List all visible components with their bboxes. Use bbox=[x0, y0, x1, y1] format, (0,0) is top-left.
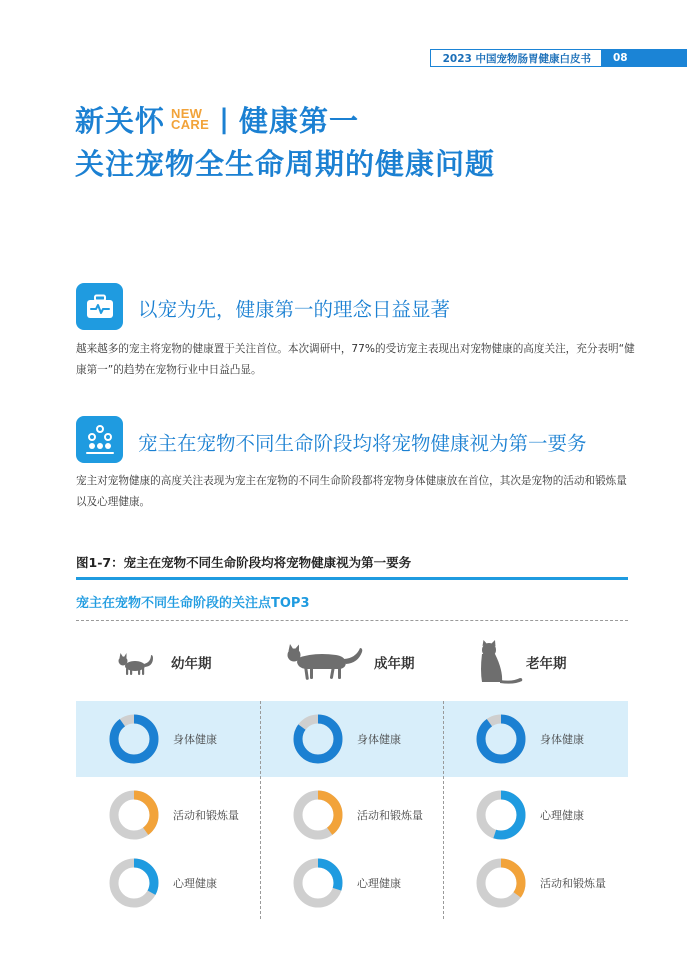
section2-body: 宠主对宠物健康的高度关注表现为宠主在宠物的不同生命阶段都将宠物身体健康放在首位，其次是宠物的活动和锻炼量以及心理健康。 bbox=[76, 475, 627, 508]
donut-item bbox=[476, 857, 606, 909]
figure-title: 图1-7：宠主在宠物不同生命阶段均将宠物健康视为第一要务 bbox=[76, 555, 412, 570]
donut-ring bbox=[109, 714, 159, 764]
donut-label: 心理健康 bbox=[357, 877, 401, 890]
page-title bbox=[75, 100, 359, 138]
donut-arc bbox=[114, 719, 154, 759]
donut-label: 身体健康 bbox=[173, 733, 217, 746]
donut-item bbox=[476, 789, 584, 841]
stage-label-adult: 成年期 bbox=[374, 656, 415, 672]
section1-heading: 以宠为先，健康第一的理念日益显著 bbox=[138, 298, 451, 321]
donut-arc bbox=[481, 719, 521, 759]
title-part2: 健康第一 bbox=[238, 103, 359, 138]
new-word: NEW bbox=[171, 106, 203, 121]
donut-item bbox=[293, 789, 423, 841]
donut-item bbox=[293, 713, 401, 765]
stage-senior bbox=[474, 638, 567, 686]
figure-rule bbox=[76, 577, 628, 580]
donut-item bbox=[109, 713, 217, 765]
lifecycle-icon bbox=[76, 416, 123, 463]
section2-heading: 宠主在宠物不同生命阶段均将宠物健康视为第一要务 bbox=[138, 432, 587, 455]
figure-divider bbox=[76, 620, 628, 621]
report-header bbox=[430, 49, 687, 67]
figure-subtitle: 宠主在宠物不同生命阶段的关注点TOP3 bbox=[76, 596, 310, 611]
donut-ring bbox=[109, 790, 159, 840]
donut-label: 活动和锻炼量 bbox=[540, 877, 606, 890]
page-number: 08 bbox=[601, 49, 687, 67]
donut-label: 心理健康 bbox=[540, 809, 584, 822]
donut-item bbox=[476, 713, 584, 765]
donut-ring bbox=[109, 858, 159, 908]
stage-adult bbox=[284, 638, 415, 686]
title-separator: | bbox=[219, 103, 229, 135]
donut-item bbox=[293, 857, 401, 909]
column-divider-2 bbox=[443, 701, 444, 919]
donut-label: 活动和锻炼量 bbox=[173, 809, 239, 822]
donut-item bbox=[109, 789, 239, 841]
donut-label: 活动和锻炼量 bbox=[357, 809, 423, 822]
senior-cat-icon bbox=[474, 640, 524, 684]
donut-ring bbox=[293, 790, 343, 840]
donut-ring bbox=[476, 790, 526, 840]
report-title: 2023 中国宠物肠胃健康白皮书 bbox=[430, 49, 601, 67]
donut-ring bbox=[476, 714, 526, 764]
medical-kit-icon bbox=[76, 283, 123, 330]
donut-label: 身体健康 bbox=[540, 733, 584, 746]
donut-ring bbox=[293, 714, 343, 764]
adult-cat-icon bbox=[284, 642, 368, 682]
section1-body: 越来越多的宠主将宠物的健康置于关注首位。本次调研中，77%的受访宠主表现出对宠物健康的高度关注，充分表明“健康第一”的趋势在宠物行业中日益凸显。 bbox=[76, 343, 635, 376]
donut-item bbox=[109, 857, 217, 909]
column-divider-1 bbox=[260, 701, 261, 919]
donut-label: 心理健康 bbox=[173, 877, 217, 890]
donut-label: 身体健康 bbox=[357, 733, 401, 746]
donut-ring bbox=[293, 858, 343, 908]
care-word: CARE bbox=[171, 117, 210, 132]
page-subtitle: 关注宠物全生命周期的健康问题 bbox=[75, 147, 496, 181]
stage-label-kitten: 幼年期 bbox=[171, 656, 212, 672]
title-part1: 新关怀 bbox=[75, 103, 166, 138]
donut-ring bbox=[476, 858, 526, 908]
stage-label-senior: 老年期 bbox=[526, 656, 567, 672]
new-care-logo bbox=[171, 108, 209, 130]
stage-kitten bbox=[113, 638, 212, 686]
kitten-icon bbox=[113, 647, 157, 677]
